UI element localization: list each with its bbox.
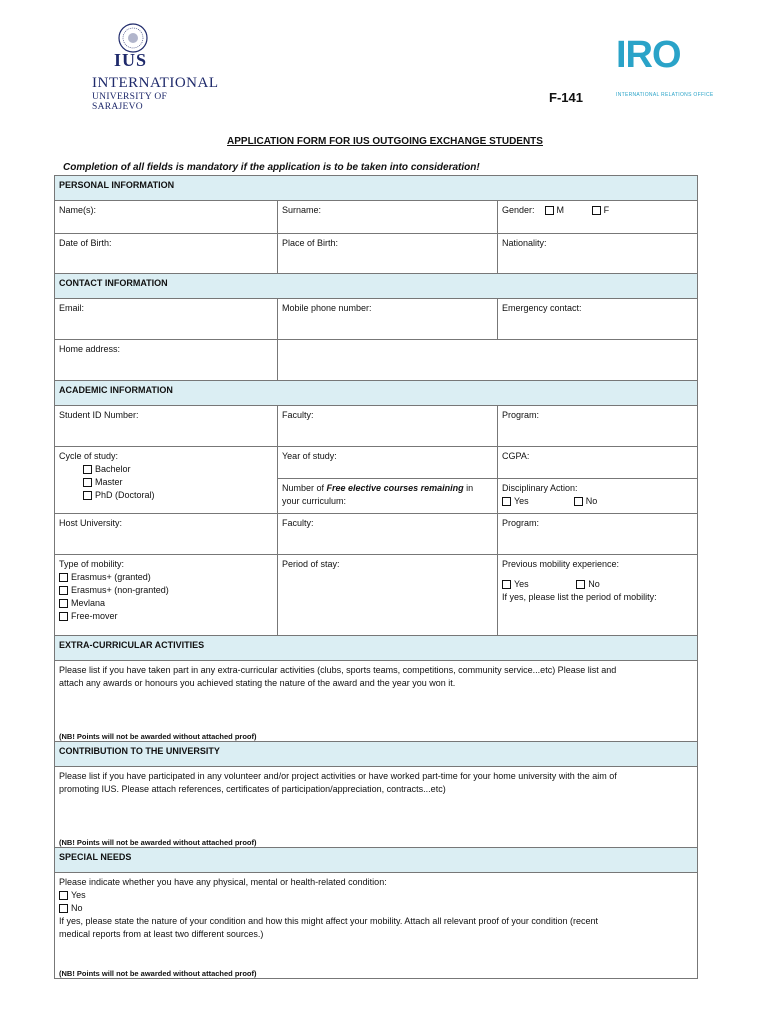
previous-no-label: No — [588, 579, 600, 590]
free-em: Free elective courses remaining — [326, 483, 464, 493]
cgpa-field[interactable] — [498, 447, 698, 479]
host-faculty-label: Faculty: — [282, 518, 314, 528]
cycle-bachelor-checkbox[interactable] — [83, 465, 92, 474]
disciplinary-label: Disciplinary Action: — [502, 483, 578, 493]
host-university-field[interactable] — [55, 514, 278, 555]
pob-label: Place of Birth: — [282, 238, 339, 248]
form-title: APPLICATION FORM FOR IUS OUTGOING EXCHANGE STUDENTS — [227, 136, 543, 147]
free-electives-field[interactable] — [278, 479, 498, 514]
faculty-label: Faculty: — [282, 410, 314, 420]
program-field[interactable] — [498, 406, 698, 447]
dob-label: Date of Birth: — [59, 238, 112, 248]
ius-brand: IUS — [114, 50, 148, 70]
previous-mobility-field — [498, 555, 698, 636]
cycle-field — [55, 447, 278, 514]
section-contact: CONTACT INFORMATION — [55, 274, 698, 299]
cycle-phd-label: PhD (Doctoral) — [95, 490, 155, 501]
student-id-label: Student ID Number: — [59, 410, 139, 420]
mandatory-note: Completion of all fields is mandatory if the application is to be taken into consideration! — [63, 162, 480, 173]
contribution-text-2: promoting IUS. Please attach references, certificates of participation/appreciation, contracts...etc) — [59, 784, 446, 795]
special-needs-field[interactable] — [55, 873, 698, 979]
contribution-nb: (NB! Points will not be awarded without attached proof) — [59, 838, 257, 848]
previous-no-checkbox[interactable] — [576, 580, 585, 589]
mobility-option — [59, 597, 273, 610]
special-text-2: If yes, please state the nature of your condition and how this might affect your mobility. Attach all relevant proof of your condition (recent — [59, 916, 598, 927]
special-text: Please indicate whether you have any physical, mental or health-related condition: — [59, 877, 387, 887]
previous-list-label: If yes, please list the period of mobility: — [502, 592, 657, 603]
host-faculty-field[interactable] — [278, 514, 498, 555]
previous-yes-checkbox[interactable] — [502, 580, 511, 589]
home-address-label: Home address: — [59, 344, 121, 354]
cgpa-label: CGPA: — [502, 451, 530, 461]
cycle-master-checkbox[interactable] — [83, 478, 92, 487]
gender-male-checkbox[interactable] — [545, 206, 554, 215]
section-extra-curricular: EXTRA-CURRICULAR ACTIVITIES — [55, 636, 698, 661]
erasmus-nongranted-label: Erasmus+ (non-granted) — [71, 585, 169, 596]
program-label: Program: — [502, 410, 540, 420]
cycle-label: Cycle of study: — [59, 451, 119, 461]
mobility-type-field — [55, 555, 278, 636]
period-label: Period of stay: — [282, 559, 340, 569]
mevlana-checkbox[interactable] — [59, 599, 68, 608]
erasmus-granted-label: Erasmus+ (granted) — [71, 572, 151, 583]
mobility-option — [59, 610, 273, 623]
period-field[interactable] — [278, 555, 498, 636]
cycle-phd-checkbox[interactable] — [83, 491, 92, 500]
special-no-label: No — [71, 903, 83, 914]
section-personal: PERSONAL INFORMATION — [55, 176, 698, 201]
year-label: Year of study: — [282, 451, 337, 461]
faculty-field[interactable] — [278, 406, 498, 447]
surname-label: Surname: — [282, 205, 322, 215]
free-mover-checkbox[interactable] — [59, 612, 68, 621]
disciplinary-field — [498, 479, 698, 514]
mobility-option — [59, 571, 273, 584]
disciplinary-yes-label: Yes — [514, 496, 529, 507]
gender-field — [498, 201, 698, 234]
extra-nb: (NB! Points will not be awarded without attached proof) — [59, 732, 257, 742]
free-post: in — [463, 483, 474, 493]
gender-label: Gender: — [502, 205, 535, 215]
ius-line2: UNIVERSITY OF SARAJEVO — [92, 92, 168, 112]
mobility-option — [59, 584, 273, 597]
gender-female-label: F — [603, 205, 610, 215]
section-academic: ACADEMIC INFORMATION — [55, 381, 698, 406]
emergency-field[interactable] — [498, 299, 698, 340]
email-label: Email: — [59, 303, 85, 313]
cycle-option — [59, 489, 273, 502]
mobile-label: Mobile phone number: — [282, 303, 372, 313]
cycle-bachelor-label: Bachelor — [95, 464, 131, 475]
previous-yes-label: Yes — [514, 579, 529, 590]
free-electives-label-2: your curriculum: — [282, 496, 347, 507]
nationality-field[interactable] — [498, 234, 698, 274]
free-pre: Number of — [282, 483, 327, 493]
host-program-label: Program: — [502, 518, 540, 528]
special-nb: (NB! Points will not be awarded without attached proof) — [59, 969, 257, 979]
disciplinary-no-checkbox[interactable] — [574, 497, 583, 506]
cycle-master-label: Master — [95, 477, 123, 488]
extra-text-1: Please list if you have taken part in any extra-curricular activities (clubs, sports teams, competitions, community service...etc) Please list and — [59, 665, 617, 675]
year-field[interactable] — [278, 447, 498, 479]
disciplinary-no-label: No — [585, 496, 598, 507]
special-no-checkbox[interactable] — [59, 904, 68, 913]
student-id-field[interactable] — [55, 406, 278, 447]
dob-field[interactable] — [55, 234, 278, 274]
gender-male-label: M — [556, 205, 565, 215]
erasmus-granted-checkbox[interactable] — [59, 573, 68, 582]
mobile-field[interactable] — [278, 299, 498, 340]
mobility-type-label: Type of mobility: — [59, 559, 125, 569]
contribution-field[interactable] — [55, 767, 698, 848]
gender-female-checkbox[interactable] — [592, 206, 601, 215]
section-contribution: CONTRIBUTION TO THE UNIVERSITY — [55, 742, 698, 767]
names-label: Name(s): — [59, 205, 97, 215]
emergency-label: Emergency contact: — [502, 303, 582, 313]
application-form — [54, 175, 698, 979]
contribution-text-1: Please list if you have participated in any volunteer and/or project activities or have worked part-time for your home university with the aim of — [59, 771, 617, 781]
email-field[interactable] — [55, 299, 278, 340]
free-electives-label — [282, 482, 493, 495]
cycle-option — [59, 463, 273, 476]
special-yes-label: Yes — [71, 890, 86, 901]
ius-line1: INTERNATIONAL — [92, 75, 219, 91]
surname-field[interactable] — [278, 201, 498, 234]
previous-mobility-label: Previous mobility experience: — [502, 559, 620, 569]
extra-curricular-field[interactable] — [55, 661, 698, 742]
mevlana-label: Mevlana — [71, 598, 106, 609]
special-text-3: medical reports from at least two different sources.) — [59, 929, 264, 940]
cycle-option — [59, 476, 273, 489]
iro-subtitle: INTERNATIONAL RELATIONS OFFICE — [616, 92, 714, 98]
home-address-label-cell — [55, 340, 278, 381]
home-address-field[interactable] — [278, 340, 698, 381]
form-number: F-141 — [549, 90, 583, 105]
section-special-needs: SPECIAL NEEDS — [55, 848, 698, 873]
host-program-field[interactable] — [498, 514, 698, 555]
special-yes-checkbox[interactable] — [59, 891, 68, 900]
free-mover-label: Free-mover — [71, 611, 118, 622]
extra-text-2: attach any awards or honours you achieved stating the nature of the award and the year you won it. — [59, 678, 456, 689]
pob-field[interactable] — [278, 234, 498, 274]
names-field[interactable] — [55, 201, 278, 234]
iro-logo — [612, 34, 714, 100]
nationality-label: Nationality: — [502, 238, 547, 248]
host-university-label: Host University: — [59, 518, 123, 528]
erasmus-nongranted-checkbox[interactable] — [59, 586, 68, 595]
disciplinary-yes-checkbox[interactable] — [502, 497, 511, 506]
iro-brand: IRO — [616, 34, 681, 76]
ius-logo — [80, 20, 219, 112]
